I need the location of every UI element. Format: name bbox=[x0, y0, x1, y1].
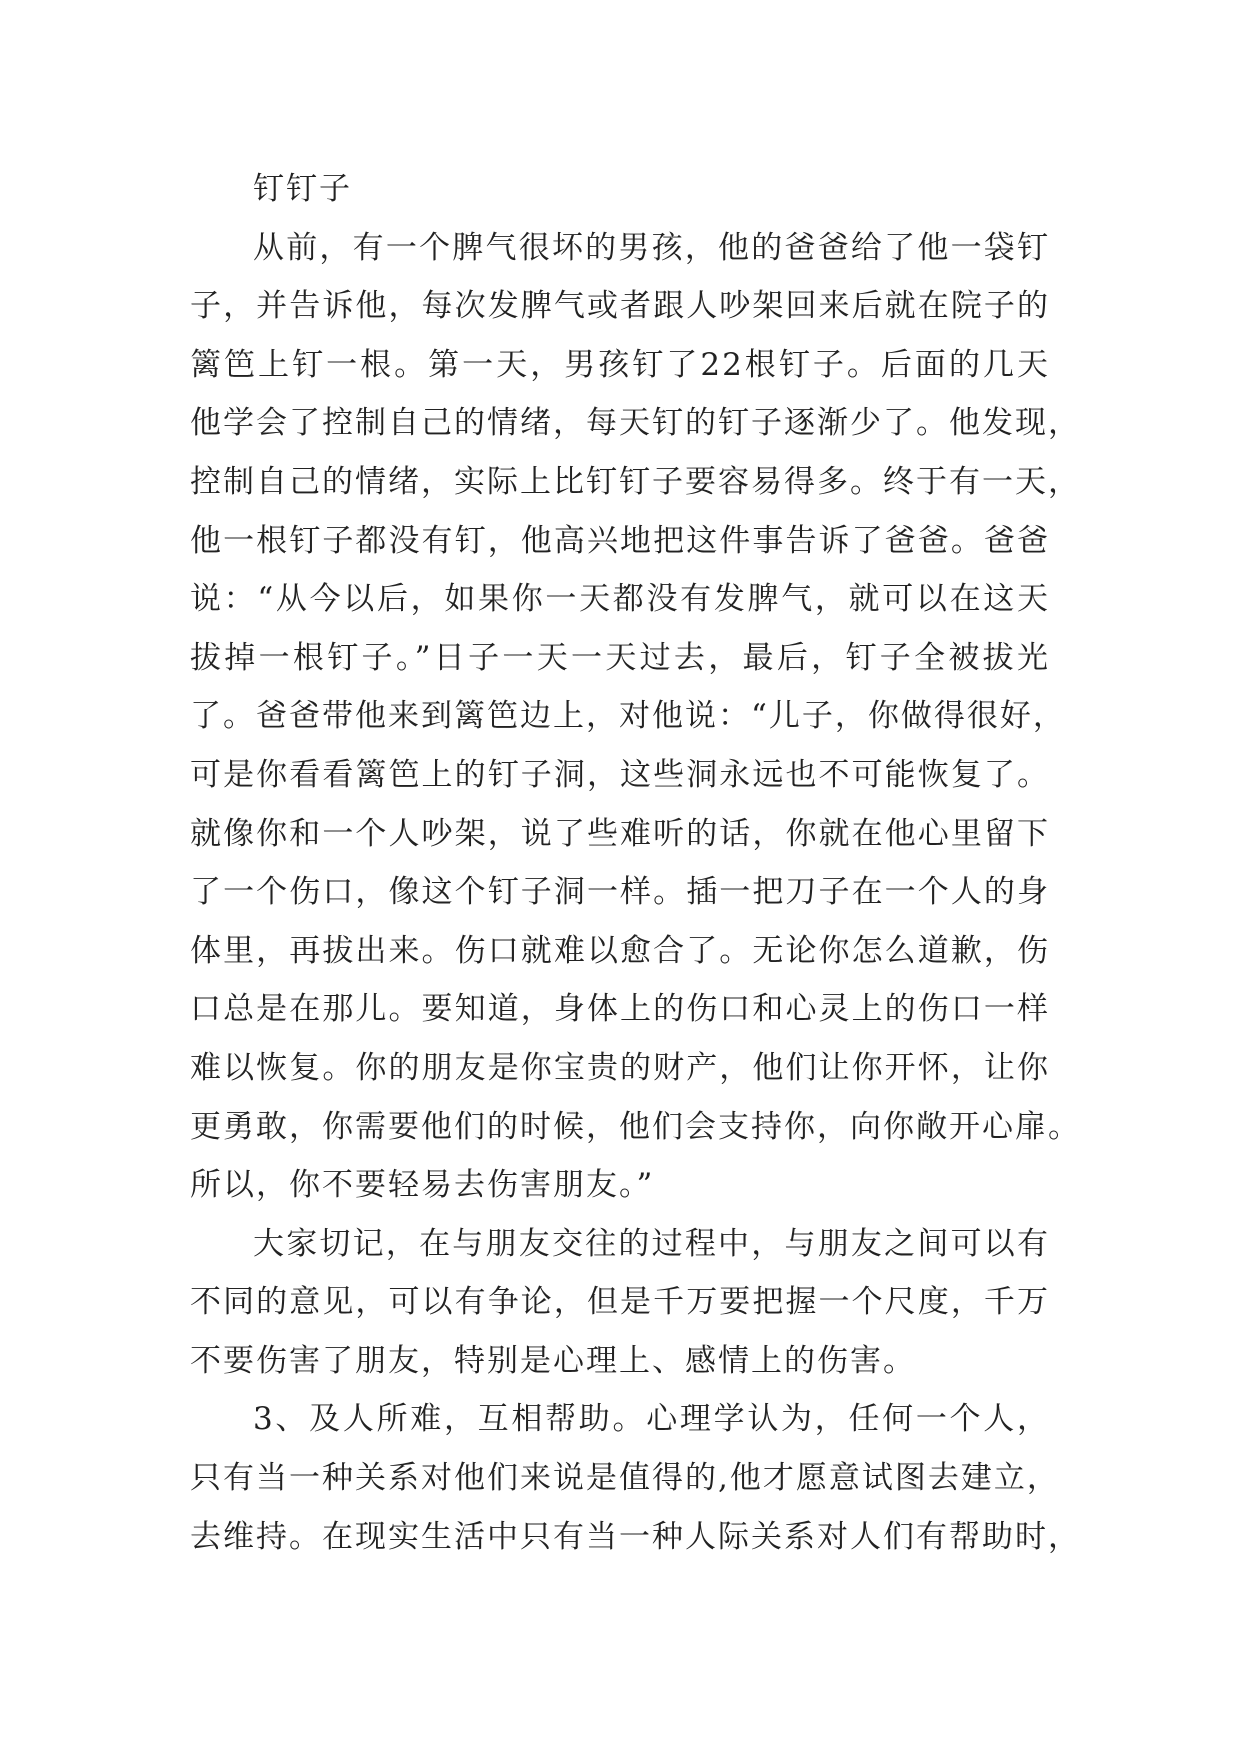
paragraph-line: 口总是在那儿。要知道，身体上的伤口和心灵上的伤口一样 bbox=[190, 991, 1050, 1028]
paragraph-line: 去维持。在现实生活中只有当一种人际关系对人们有帮助时， bbox=[190, 1518, 1081, 1555]
paragraph-line: 控制自己的情绪，实际上比钉钉子要容易得多。终于有一天， bbox=[190, 463, 1081, 500]
story-paragraph bbox=[190, 219, 1081, 1215]
paragraph-line: 3、及人所难，互相帮助。心理学认为，任何一个人， bbox=[253, 1401, 1050, 1438]
paragraph-line: 更勇敢，你需要他们的时候，他们会支持你，向你敞开心扉。 bbox=[190, 1108, 1081, 1145]
paragraph-line: 从前，有一个脾气很坏的男孩，他的爸爸给了他一袋钉 bbox=[253, 229, 1050, 266]
paragraph-line: 大家切记，在与朋友交往的过程中，与朋友之间可以有 bbox=[253, 1225, 1050, 1262]
paragraph-line: 他学会了控制自己的情绪，每天钉的钉子逐渐少了。他发现， bbox=[190, 405, 1081, 442]
paragraph-line: 难以恢复。你的朋友是你宝贵的财产，他们让你开怀，让你 bbox=[190, 1049, 1050, 1086]
paragraph-line: 不要伤害了朋友，特别是心理上、感情上的伤害。 bbox=[190, 1342, 916, 1379]
paragraph-line: 体里，再拔出来。伤口就难以愈合了。无论你怎么道歉，伤 bbox=[190, 932, 1050, 969]
paragraph-line: 了一个伤口，像这个钉子洞一样。插一把刀子在一个人的身 bbox=[190, 874, 1050, 911]
paragraph-line: 所以，你不要轻易去伤害朋友。” bbox=[190, 1167, 655, 1204]
paragraph-line: 就像你和一个人吵架，说了些难听的话，你就在他心里留下 bbox=[190, 815, 1050, 852]
paragraph-line: 只有当一种关系对他们来说是值得的,他才愿意试图去建立， bbox=[190, 1460, 1060, 1497]
lesson-paragraph bbox=[190, 1215, 1050, 1391]
paragraph-line: 了。爸爸带他来到篱笆边上，对他说：“儿子，你做得很好， bbox=[190, 698, 1066, 735]
point-3-paragraph bbox=[190, 1390, 1081, 1566]
section-title: 钉钉子 bbox=[253, 171, 352, 207]
document-body bbox=[190, 160, 1081, 1566]
paragraph-line: 他一根钉子都没有钉，他高兴地把这件事告诉了爸爸。爸爸 bbox=[190, 522, 1050, 559]
paragraph-line: 子，并告诉他，每次发脾气或者跟人吵架回来后就在院子的 bbox=[190, 288, 1050, 325]
paragraph-line: 篱笆上钉一根。第一天，男孩钉了22根钉子。后面的几天 bbox=[190, 346, 1050, 383]
paragraph-line: 不同的意见，可以有争论，但是千万要把握一个尺度，千万 bbox=[190, 1284, 1050, 1321]
paragraph-line: 说：“从今以后，如果你一天都没有发脾气，就可以在这天 bbox=[190, 581, 1050, 618]
paragraph-line: 可是你看看篱笆上的钉子洞，这些洞永远也不可能恢复了。 bbox=[190, 756, 1050, 793]
paragraph-line: 拔掉一根钉子。”日子一天一天过去，最后，钉子全被拔光 bbox=[190, 639, 1050, 676]
